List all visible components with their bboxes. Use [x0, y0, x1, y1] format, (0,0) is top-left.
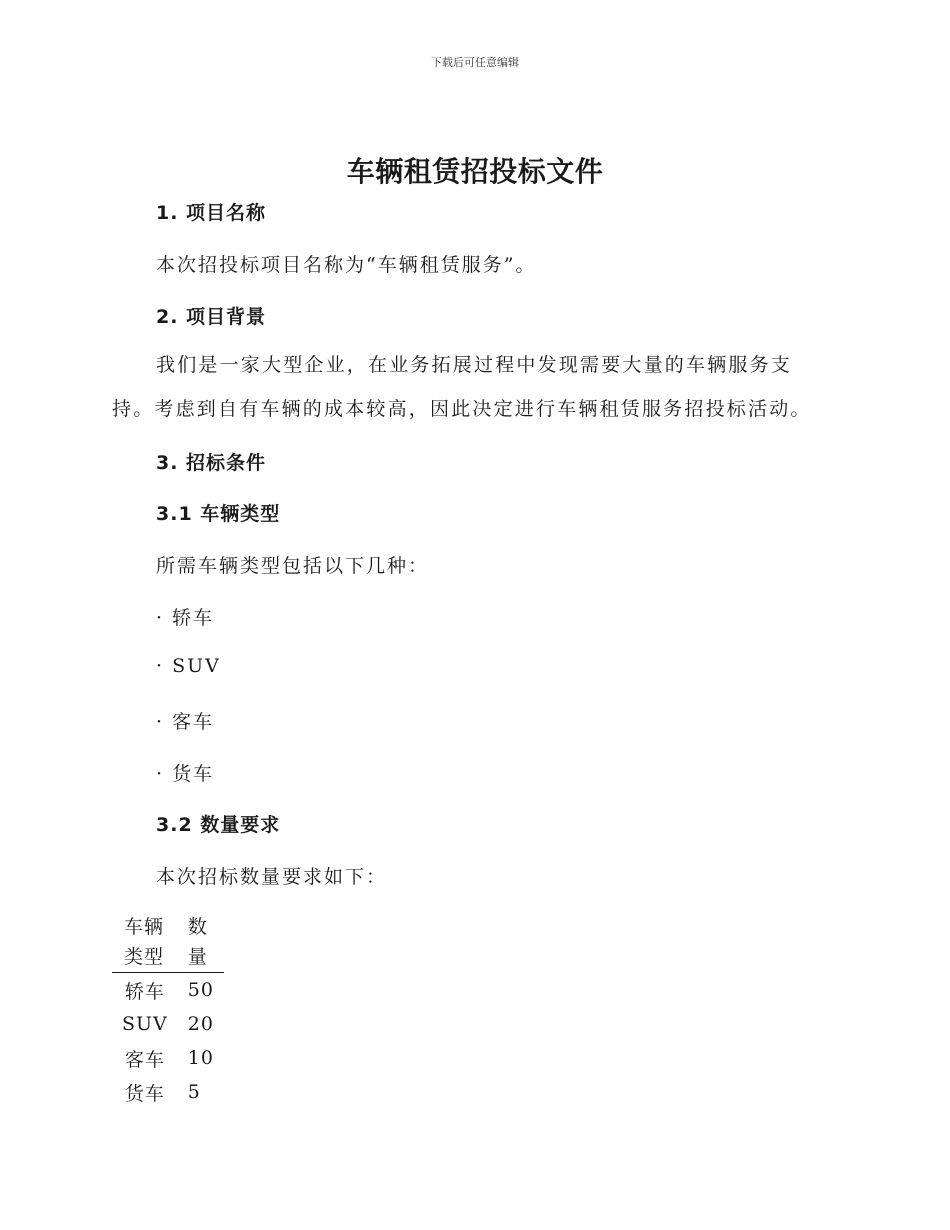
section-2-heading: 2. 项目背景 — [156, 306, 267, 328]
section-1-text: 本次招投标项目名称为“车辆租赁服务”。 — [156, 254, 537, 276]
table-cell-type: SUV — [122, 1013, 168, 1035]
table-cell-quantity: 20 — [187, 1013, 214, 1035]
table-row — [112, 1007, 224, 1041]
quantity-table — [112, 912, 224, 1109]
table-row — [112, 1075, 224, 1109]
vehicle-type-item: · SUV — [156, 655, 221, 677]
section-1-heading: 1. 项目名称 — [156, 202, 267, 224]
table-header-quantity: 数量 — [187, 916, 208, 968]
vehicle-type-item: · 货车 — [156, 763, 215, 785]
table-cell-type: 轿车 — [124, 980, 165, 1003]
table-cell-quantity: 5 — [187, 1081, 201, 1103]
table-cell-type: 客车 — [124, 1048, 165, 1071]
table-header-vehicle-type: 车辆类型 — [123, 916, 164, 968]
section-3-heading: 3. 招标条件 — [156, 452, 267, 474]
table-row — [112, 1041, 224, 1075]
table-cell-type: 货车 — [124, 1082, 165, 1105]
vehicle-type-item: · 客车 — [156, 711, 215, 733]
table-cell-quantity: 50 — [187, 979, 214, 1001]
section-2-text: 我们是一家大型企业，在业务拓展过程中发现需要大量的车辆服务支持。考虑到自有车辆的成本较高，因此决定进行车辆租赁服务招投标活动。 — [112, 354, 812, 420]
table-header-row — [112, 912, 224, 973]
header-note: 下载后可任意编辑 — [431, 56, 519, 69]
section-3-2-text: 本次招标数量要求如下： — [156, 866, 388, 888]
section-3-2-heading: 3.2 数量要求 — [156, 814, 281, 836]
section-3-1-text: 所需车辆类型包括以下几种： — [156, 555, 430, 577]
section-3-1-heading: 3.1 车辆类型 — [156, 503, 281, 525]
table-cell-quantity: 10 — [187, 1047, 214, 1069]
document-title: 车辆租赁招投标文件 — [346, 155, 604, 188]
vehicle-type-item: · 轿车 — [156, 607, 215, 629]
table-row — [112, 973, 224, 1008]
